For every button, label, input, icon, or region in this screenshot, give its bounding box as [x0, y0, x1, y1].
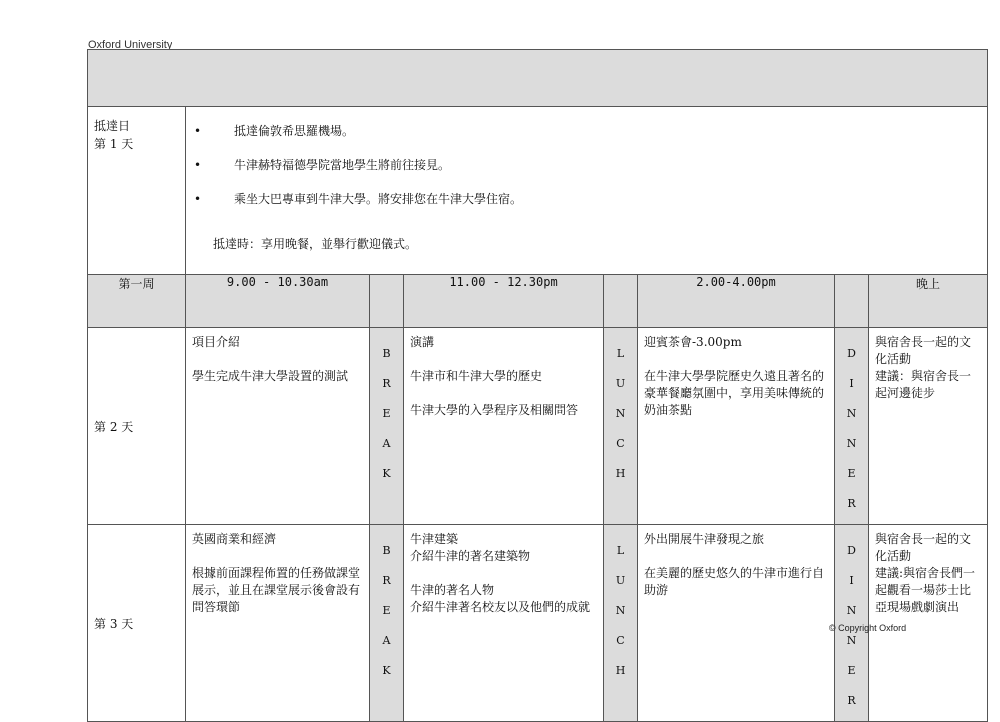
cell-line: R	[847, 694, 856, 707]
cell-line: E	[382, 407, 391, 420]
cell-line: B	[382, 347, 391, 360]
cell-line: B	[382, 544, 391, 557]
cell-line: 英國商業和經濟	[192, 532, 277, 546]
cell-line: N	[846, 604, 857, 617]
list-item: • 乘坐大巴專車到牛津大學。將安排您在牛津大學住宿。	[194, 192, 523, 206]
line-gap	[192, 351, 363, 368]
line-gap	[192, 548, 363, 565]
cell-line: K	[382, 467, 391, 480]
cell-line: H	[615, 467, 626, 480]
day-label: 第 2 天	[88, 328, 186, 525]
dinner-column	[835, 328, 869, 525]
line-gap	[644, 351, 828, 368]
evening-cell	[869, 328, 988, 525]
cell-line: 介紹牛津著名校友以及他們的成就	[410, 600, 591, 614]
cell-line: N	[615, 407, 626, 420]
arrival-day-label: 抵達日 第 1 天	[88, 107, 186, 275]
lunch-column	[604, 328, 638, 525]
cell-line: U	[615, 377, 626, 390]
cell-line: 在美麗的歷史悠久的牛津市進行自助游	[644, 566, 825, 597]
cell-line: L	[616, 347, 625, 360]
cell-line: E	[847, 664, 856, 677]
cell-line: 外出開展牛津發現之旅	[644, 532, 765, 546]
cell-line: C	[616, 437, 625, 450]
slot2-cell	[404, 525, 604, 722]
cell-line: I	[849, 574, 854, 587]
cell-line: D	[847, 544, 856, 557]
cell-line: 學生完成牛津大學設置的測試	[192, 369, 349, 383]
dinner-header	[835, 275, 869, 328]
cell-line: I	[849, 377, 854, 390]
lunch-header	[604, 275, 638, 328]
lunch-column	[604, 525, 638, 722]
cell-line: 演講	[410, 335, 435, 349]
cell-line: A	[382, 634, 391, 647]
slot3-cell	[638, 525, 835, 722]
slot2-header: 11.00 - 12.30pm	[404, 275, 604, 328]
list-item: • 抵達倫敦希思羅機場。	[194, 124, 355, 138]
arrival-note: 抵達時：享用晚餐，並舉行歡迎儀式。	[213, 237, 418, 251]
cell-line: N	[615, 604, 626, 617]
slot1-cell	[186, 328, 370, 525]
cell-line: 與宿舍長一起的文化活動	[875, 335, 972, 366]
cell-line: E	[847, 467, 856, 480]
line-gap	[644, 548, 828, 565]
line-gap	[410, 385, 597, 402]
schedule-table	[87, 49, 988, 722]
cell-line: U	[615, 574, 626, 587]
table-row	[88, 328, 988, 525]
slot1-header: 9.00 - 10.30am	[186, 275, 370, 328]
cell-line: N	[846, 634, 857, 647]
cell-line: N	[846, 437, 857, 450]
column-header-row	[88, 275, 988, 328]
cell-line: 在牛津大學學院歷史久遠且著名的豪華餐廳氛圍中，享用美味傳統的奶油茶點	[644, 369, 825, 417]
cell-line: K	[382, 664, 391, 677]
cell-line: L	[616, 544, 625, 557]
day-label: 第 3 天	[88, 525, 186, 722]
cell-line: R	[382, 377, 391, 390]
cell-line: 牛津大學的入學程序及相關問答	[410, 403, 579, 417]
week-header: 第一周	[88, 275, 186, 328]
cell-line: 牛津的著名人物	[410, 583, 495, 597]
cell-line: 迎賓茶會-3.00pm	[644, 335, 742, 349]
document-header: Oxford University	[88, 40, 173, 49]
cell-line: 與宿舍長一起的文化活動	[875, 532, 972, 563]
cell-line: 建議:與宿舍長們一起觀看一場莎士比亞現場戲劇演出	[875, 566, 976, 614]
arrival-bullet-list	[186, 123, 987, 207]
copyright-notice: © Copyright Oxford	[829, 623, 907, 633]
slot2-cell	[404, 328, 604, 525]
slot3-header: 2.00-4.00pm	[638, 275, 835, 328]
cell-line: 項目介紹	[192, 335, 241, 349]
arrival-row	[88, 107, 988, 275]
cell-line: A	[382, 437, 391, 450]
arrival-details	[186, 107, 988, 275]
banner-row	[88, 50, 988, 107]
cell-line: C	[616, 634, 625, 647]
cell-line: 牛津市和牛津大學的歷史	[410, 369, 543, 383]
cell-line: 根據前面課程佈置的任務做課堂展示，並且在課堂展示後會設有問答環節	[192, 566, 361, 614]
cell-line: 介紹牛津的著名建築物	[410, 549, 531, 563]
cell-line: N	[846, 407, 857, 420]
cell-line: H	[615, 664, 626, 677]
break-column	[370, 525, 404, 722]
break-header	[370, 275, 404, 328]
slot3-cell	[638, 328, 835, 525]
list-item: • 牛津赫特福德學院當地學生將前往接見。	[194, 158, 451, 172]
line-gap	[410, 565, 597, 582]
cell-line: D	[847, 347, 856, 360]
cell-line: R	[847, 497, 856, 510]
line-gap	[410, 351, 597, 368]
cell-line: E	[382, 604, 391, 617]
slot1-cell	[186, 525, 370, 722]
cell-line: 牛津建築	[410, 532, 459, 546]
break-column	[370, 328, 404, 525]
cell-line: 建議：與宿舍長一起河邊徒步	[875, 369, 972, 400]
cell-line: R	[382, 574, 391, 587]
evening-header: 晚上	[869, 275, 988, 328]
